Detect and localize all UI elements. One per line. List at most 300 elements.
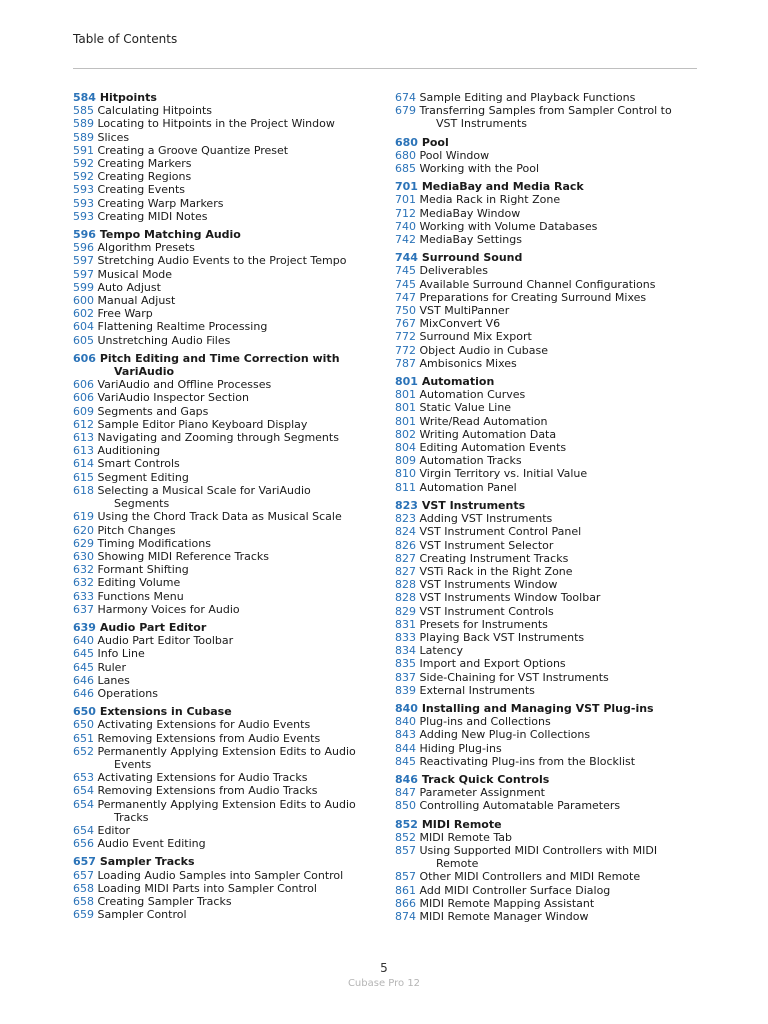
- toc-entry-title-continued[interactable]: Segments: [114, 497, 170, 511]
- toc-entry-title[interactable]: Editor: [97, 823, 131, 837]
- toc-entry-title[interactable]: Removing Extensions from Audio Events: [97, 731, 321, 745]
- toc-entry[interactable]: [395, 755, 725, 768]
- toc-entry[interactable]: [395, 552, 725, 565]
- toc-page-number[interactable]: 593: [73, 183, 94, 197]
- toc-entry-title[interactable]: Sampler Control: [97, 908, 187, 922]
- toc-page-number[interactable]: 609: [73, 404, 94, 418]
- toc-entry[interactable]: [73, 254, 373, 267]
- toc-entry-title[interactable]: Creating Instrument Tracks: [419, 551, 569, 565]
- toc-chapter-entry[interactable]: [395, 773, 725, 786]
- toc-entry[interactable]: [395, 671, 725, 684]
- toc-entry-title[interactable]: Segments and Gaps: [97, 404, 209, 418]
- toc-page-number[interactable]: 835: [395, 657, 416, 671]
- toc-entry[interactable]: [73, 117, 373, 130]
- toc-entry[interactable]: [395, 149, 725, 162]
- toc-entry-title[interactable]: Segment Editing: [97, 470, 189, 484]
- toc-entry[interactable]: [73, 484, 373, 510]
- toc-entry-title[interactable]: Tempo Matching Audio: [99, 228, 241, 242]
- toc-chapter-entry[interactable]: [73, 855, 373, 868]
- toc-entry-title[interactable]: MIDI Remote Manager Window: [419, 909, 589, 923]
- toc-entry[interactable]: [395, 220, 725, 233]
- toc-entry-title[interactable]: VariAudio and Offline Processes: [97, 378, 272, 392]
- toc-entry[interactable]: [73, 824, 373, 837]
- toc-page-number[interactable]: 630: [73, 549, 94, 563]
- toc-page-number[interactable]: 633: [73, 589, 94, 603]
- toc-entry-title[interactable]: Playing Back VST Instruments: [419, 630, 585, 644]
- toc-entry-title[interactable]: Creating a Groove Quantize Preset: [97, 143, 289, 157]
- toc-page-number[interactable]: 613: [73, 444, 94, 458]
- toc-page-number[interactable]: 844: [395, 741, 416, 755]
- toc-entry-title[interactable]: Automation Curves: [419, 388, 526, 402]
- toc-entry-title[interactable]: Adding VST Instruments: [419, 512, 553, 526]
- toc-entry[interactable]: [395, 578, 725, 591]
- toc-page-number[interactable]: 659: [73, 908, 94, 922]
- toc-entry-title[interactable]: Creating MIDI Notes: [97, 209, 208, 223]
- toc-page-number[interactable]: 593: [73, 209, 94, 223]
- toc-page-number[interactable]: 619: [73, 510, 94, 524]
- toc-page-number[interactable]: 657: [73, 868, 94, 882]
- toc-chapter-entry[interactable]: [395, 702, 725, 715]
- toc-entry-title[interactable]: Selecting a Musical Scale for VariAudio: [97, 483, 311, 497]
- toc-entry-title[interactable]: Free Warp: [97, 307, 153, 321]
- toc-entry-title[interactable]: VST Instruments Window: [419, 578, 558, 592]
- toc-page-number[interactable]: 596: [73, 228, 96, 242]
- toc-entry[interactable]: [395, 539, 725, 552]
- toc-entry-title[interactable]: Activating Extensions for Audio Tracks: [97, 771, 308, 785]
- toc-entry[interactable]: [395, 441, 725, 454]
- toc-entry[interactable]: [73, 444, 373, 457]
- toc-entry-title[interactable]: Object Audio in Cubase: [419, 343, 548, 357]
- toc-page-number[interactable]: 787: [395, 356, 416, 370]
- toc-page-number[interactable]: 852: [395, 830, 416, 844]
- toc-page-number[interactable]: 679: [395, 104, 416, 118]
- toc-page-number[interactable]: 652: [73, 744, 94, 758]
- toc-entry[interactable]: [73, 210, 373, 223]
- toc-entry-title[interactable]: Using the Chord Track Data as Musical Scale: [97, 510, 342, 524]
- toc-entry-title[interactable]: Auto Adjust: [97, 280, 161, 294]
- toc-page-number[interactable]: 740: [395, 219, 416, 233]
- toc-entry[interactable]: [73, 418, 373, 431]
- toc-entry[interactable]: [395, 207, 725, 220]
- toc-entry-title[interactable]: Working with the Pool: [419, 162, 540, 176]
- toc-page-number[interactable]: 840: [395, 715, 416, 729]
- toc-entry-title[interactable]: Preparations for Creating Surround Mixes: [419, 290, 647, 304]
- toc-entry[interactable]: [395, 525, 725, 538]
- toc-page-number[interactable]: 861: [395, 883, 416, 897]
- toc-entry-title[interactable]: Permanently Applying Extension Edits to Audio: [97, 744, 356, 758]
- toc-entry-title[interactable]: MixConvert V6: [419, 317, 501, 331]
- toc-entry-title[interactable]: Deliverables: [419, 264, 488, 278]
- toc-page-number[interactable]: 839: [395, 683, 416, 697]
- toc-entry-title-continued[interactable]: Events: [114, 757, 152, 771]
- toc-entry[interactable]: [73, 718, 373, 731]
- toc-page-number[interactable]: 592: [73, 170, 94, 184]
- toc-entry[interactable]: [395, 831, 725, 844]
- toc-page-number[interactable]: 585: [73, 104, 94, 118]
- toc-page-number[interactable]: 874: [395, 909, 416, 923]
- toc-entry-title[interactable]: Creating Markers: [97, 157, 192, 171]
- toc-entry-title[interactable]: Creating Events: [97, 183, 186, 197]
- toc-page-number[interactable]: 658: [73, 881, 94, 895]
- toc-entry-title[interactable]: MIDI Remote: [421, 817, 502, 831]
- toc-entry-title[interactable]: Creating Sampler Tracks: [97, 894, 232, 908]
- toc-page-number[interactable]: 804: [395, 441, 416, 455]
- toc-page-number[interactable]: 654: [73, 797, 94, 811]
- toc-entry-title[interactable]: Other MIDI Controllers and MIDI Remote: [419, 870, 641, 884]
- toc-entry-title[interactable]: Operations: [97, 686, 158, 700]
- toc-chapter-entry[interactable]: [73, 352, 373, 378]
- toc-chapter-entry[interactable]: [73, 228, 373, 241]
- toc-entry-title[interactable]: Editing Automation Events: [419, 441, 567, 455]
- toc-entry[interactable]: [73, 869, 373, 882]
- toc-entry[interactable]: [395, 631, 725, 644]
- toc-entry[interactable]: [73, 157, 373, 170]
- toc-entry-title[interactable]: Auditioning: [97, 444, 161, 458]
- toc-entry-title[interactable]: Timing Modifications: [97, 536, 211, 550]
- toc-entry-title[interactable]: Creating Regions: [97, 170, 192, 184]
- toc-entry-title[interactable]: Ruler: [97, 660, 126, 674]
- toc-page-number[interactable]: 654: [73, 823, 94, 837]
- toc-chapter-entry[interactable]: [395, 818, 725, 831]
- toc-entry[interactable]: [395, 684, 725, 697]
- toc-entry-title[interactable]: Write/Read Automation: [419, 414, 548, 428]
- toc-entry[interactable]: [73, 550, 373, 563]
- toc-page-number[interactable]: 767: [395, 317, 416, 331]
- toc-page-number[interactable]: 600: [73, 294, 94, 308]
- toc-entry-title[interactable]: Smart Controls: [97, 457, 180, 471]
- toc-chapter-entry[interactable]: [395, 180, 725, 193]
- toc-entry-title[interactable]: Working with Volume Databases: [419, 219, 598, 233]
- toc-page-number[interactable]: 802: [395, 427, 416, 441]
- toc-entry[interactable]: [395, 870, 725, 883]
- toc-chapter-entry[interactable]: [395, 136, 725, 149]
- toc-entry-title[interactable]: Functions Menu: [97, 589, 184, 603]
- toc-entry[interactable]: [73, 784, 373, 797]
- toc-entry[interactable]: [395, 233, 725, 246]
- toc-chapter-entry[interactable]: [395, 251, 725, 264]
- toc-entry-title[interactable]: Stretching Audio Events to the Project Tempo: [97, 254, 347, 268]
- toc-entry[interactable]: [73, 471, 373, 484]
- toc-entry-title[interactable]: Controlling Automatable Parameters: [419, 799, 621, 813]
- toc-page-number[interactable]: 772: [395, 343, 416, 357]
- toc-entry[interactable]: [73, 634, 373, 647]
- toc-entry[interactable]: [73, 405, 373, 418]
- toc-page-number[interactable]: 596: [73, 241, 94, 255]
- toc-entry-title-continued[interactable]: VST Instruments: [436, 117, 527, 131]
- toc-page-number[interactable]: 589: [73, 117, 94, 131]
- toc-entry-title[interactable]: Available Surround Channel Configurations: [419, 277, 656, 291]
- toc-page-number[interactable]: 654: [73, 784, 94, 798]
- toc-page-number[interactable]: 597: [73, 267, 94, 281]
- toc-page-number[interactable]: 772: [395, 330, 416, 344]
- toc-entry[interactable]: [73, 882, 373, 895]
- toc-entry[interactable]: [395, 481, 725, 494]
- toc-entry[interactable]: [73, 674, 373, 687]
- toc-entry[interactable]: [73, 732, 373, 745]
- toc-page-number[interactable]: 847: [395, 786, 416, 800]
- toc-entry-title[interactable]: VST Instrument Control Panel: [419, 525, 582, 539]
- toc-entry-title[interactable]: Unstretching Audio Files: [97, 333, 231, 347]
- toc-page-number[interactable]: 606: [73, 351, 96, 365]
- toc-page-number[interactable]: 637: [73, 602, 94, 616]
- toc-entry-title[interactable]: Extensions in Cubase: [99, 705, 232, 719]
- toc-entry-title[interactable]: Locating to Hitpoints in the Project Window: [97, 117, 335, 131]
- toc-page-number[interactable]: 801: [395, 401, 416, 415]
- toc-entry[interactable]: [395, 644, 725, 657]
- toc-page-number[interactable]: 646: [73, 686, 94, 700]
- toc-page-number[interactable]: 645: [73, 647, 94, 661]
- toc-entry[interactable]: [73, 131, 373, 144]
- toc-entry-title[interactable]: Adding New Plug-in Collections: [419, 728, 591, 742]
- toc-entry-title[interactable]: Permanently Applying Extension Edits to Audio: [97, 797, 356, 811]
- toc-entry[interactable]: [73, 104, 373, 117]
- toc-entry-title[interactable]: VST Instrument Selector: [419, 538, 554, 552]
- toc-page-number[interactable]: 680: [395, 135, 418, 149]
- toc-chapter-entry[interactable]: [395, 499, 725, 512]
- toc-entry-title[interactable]: Plug-ins and Collections: [419, 715, 551, 729]
- toc-page-number[interactable]: 605: [73, 333, 94, 347]
- toc-entry-title[interactable]: VST MultiPanner: [419, 304, 510, 318]
- toc-entry-title[interactable]: Lanes: [97, 673, 130, 687]
- toc-page-number[interactable]: 846: [395, 772, 418, 786]
- toc-page-number[interactable]: 801: [395, 388, 416, 402]
- toc-entry[interactable]: [395, 605, 725, 618]
- toc-page-number[interactable]: 620: [73, 523, 94, 537]
- toc-page-number[interactable]: 742: [395, 233, 416, 247]
- toc-page-number[interactable]: 639: [73, 620, 96, 634]
- toc-page-number[interactable]: 657: [73, 855, 96, 869]
- toc-entry-title[interactable]: VSTi Rack in the Right Zone: [419, 564, 573, 578]
- toc-entry-title[interactable]: Sample Editing and Playback Functions: [419, 91, 636, 104]
- toc-page-number[interactable]: 650: [73, 718, 94, 732]
- toc-page-number[interactable]: 852: [395, 817, 418, 831]
- toc-entry-title[interactable]: Manual Adjust: [97, 294, 176, 308]
- toc-entry[interactable]: [395, 104, 725, 130]
- toc-entry-title[interactable]: Installing and Managing VST Plug-ins: [421, 701, 654, 715]
- toc-page-number[interactable]: 811: [395, 480, 416, 494]
- toc-page-number[interactable]: 618: [73, 483, 94, 497]
- toc-entry[interactable]: [395, 264, 725, 277]
- toc-page-number[interactable]: 831: [395, 617, 416, 631]
- toc-entry[interactable]: [395, 512, 725, 525]
- toc-entry-title-continued[interactable]: VariAudio: [114, 365, 175, 379]
- toc-entry[interactable]: [73, 563, 373, 576]
- toc-entry[interactable]: [73, 837, 373, 850]
- toc-entry[interactable]: [395, 330, 725, 343]
- toc-entry[interactable]: [73, 241, 373, 254]
- toc-page-number[interactable]: 828: [395, 591, 416, 605]
- toc-entry[interactable]: [73, 647, 373, 660]
- toc-entry[interactable]: [73, 771, 373, 784]
- toc-entry-title[interactable]: MediaBay Window: [419, 206, 521, 220]
- toc-entry[interactable]: [395, 91, 725, 104]
- toc-entry-title[interactable]: Loading Audio Samples into Sampler Control: [97, 868, 344, 882]
- toc-entry[interactable]: [73, 687, 373, 700]
- toc-page-number[interactable]: 597: [73, 254, 94, 268]
- toc-page-number[interactable]: 613: [73, 431, 94, 445]
- toc-entry[interactable]: [395, 193, 725, 206]
- toc-entry[interactable]: [73, 510, 373, 523]
- toc-entry-title[interactable]: Using Supported MIDI Controllers with MIDI: [419, 843, 658, 857]
- toc-entry[interactable]: [73, 320, 373, 333]
- toc-entry[interactable]: [73, 170, 373, 183]
- toc-entry[interactable]: [73, 294, 373, 307]
- toc-page-number[interactable]: 845: [395, 754, 416, 768]
- toc-entry-title[interactable]: Add MIDI Controller Surface Dialog: [419, 883, 611, 897]
- toc-entry[interactable]: [73, 603, 373, 616]
- toc-entry-title[interactable]: Pool: [421, 135, 449, 149]
- toc-entry-title[interactable]: Track Quick Controls: [421, 772, 550, 786]
- toc-page-number[interactable]: 744: [395, 251, 418, 265]
- toc-page-number[interactable]: 828: [395, 578, 416, 592]
- toc-entry[interactable]: [73, 661, 373, 674]
- toc-page-number[interactable]: 653: [73, 771, 94, 785]
- toc-entry[interactable]: [395, 428, 725, 441]
- toc-entry[interactable]: [73, 524, 373, 537]
- toc-page-number[interactable]: 612: [73, 417, 94, 431]
- toc-entry[interactable]: [395, 162, 725, 175]
- toc-entry-title[interactable]: Reactivating Plug-ins from the Blocklist: [419, 754, 636, 768]
- toc-entry-title-continued[interactable]: Remote: [436, 857, 479, 871]
- toc-entry[interactable]: [73, 268, 373, 281]
- toc-entry-title[interactable]: Automation: [421, 375, 495, 389]
- toc-entry[interactable]: [395, 388, 725, 401]
- toc-page-number[interactable]: 857: [395, 843, 416, 857]
- toc-page-number[interactable]: 826: [395, 538, 416, 552]
- toc-page-number[interactable]: 685: [395, 162, 416, 176]
- toc-page-number[interactable]: 629: [73, 536, 94, 550]
- toc-page-number[interactable]: 651: [73, 731, 94, 745]
- toc-page-number[interactable]: 701: [395, 193, 416, 207]
- toc-page-number[interactable]: 866: [395, 896, 416, 910]
- toc-entry-title[interactable]: Latency: [419, 644, 463, 658]
- toc-entry[interactable]: [395, 344, 725, 357]
- toc-page-number[interactable]: 834: [395, 644, 416, 658]
- toc-entry-title[interactable]: Flattening Realtime Processing: [97, 320, 268, 334]
- toc-entry-title[interactable]: VST Instruments Window Toolbar: [419, 591, 601, 605]
- toc-entry[interactable]: [73, 144, 373, 157]
- toc-page-number[interactable]: 656: [73, 837, 94, 851]
- toc-entry[interactable]: [73, 281, 373, 294]
- toc-entry-title[interactable]: Transferring Samples from Sampler Control to: [419, 104, 672, 118]
- toc-entry-title[interactable]: MediaBay Settings: [419, 233, 522, 247]
- toc-entry[interactable]: [395, 897, 725, 910]
- toc-page-number[interactable]: 604: [73, 320, 94, 334]
- toc-entry[interactable]: [395, 884, 725, 897]
- toc-entry[interactable]: [395, 715, 725, 728]
- toc-entry-title[interactable]: Ambisonics Mixes: [419, 356, 517, 370]
- toc-entry[interactable]: [73, 908, 373, 921]
- toc-chapter-entry[interactable]: [73, 621, 373, 634]
- toc-page-number[interactable]: 640: [73, 634, 94, 648]
- toc-entry-title[interactable]: Side-Chaining for VST Instruments: [419, 670, 609, 684]
- toc-entry-title[interactable]: Removing Extensions from Audio Tracks: [97, 784, 318, 798]
- toc-page-number[interactable]: 584: [73, 91, 96, 104]
- toc-page-number[interactable]: 658: [73, 894, 94, 908]
- toc-page-number[interactable]: 829: [395, 604, 416, 618]
- toc-entry[interactable]: [395, 401, 725, 414]
- toc-entry[interactable]: [395, 454, 725, 467]
- toc-page-number[interactable]: 827: [395, 564, 416, 578]
- toc-entry-title-continued[interactable]: Tracks: [114, 810, 149, 824]
- toc-entry[interactable]: [395, 844, 725, 870]
- toc-entry-title[interactable]: Formant Shifting: [97, 563, 189, 577]
- toc-entry-title[interactable]: Editing Volume: [97, 576, 181, 590]
- toc-page-number[interactable]: 801: [395, 375, 418, 389]
- toc-entry[interactable]: [395, 786, 725, 799]
- toc-page-number[interactable]: 750: [395, 304, 416, 318]
- toc-page-number[interactable]: 602: [73, 307, 94, 321]
- toc-entry[interactable]: [73, 457, 373, 470]
- toc-page-number[interactable]: 837: [395, 670, 416, 684]
- toc-page-number[interactable]: 745: [395, 264, 416, 278]
- toc-page-number[interactable]: 632: [73, 576, 94, 590]
- toc-entry[interactable]: [395, 799, 725, 812]
- toc-entry-title[interactable]: Presets for Instruments: [419, 617, 548, 631]
- toc-page-number[interactable]: 857: [395, 870, 416, 884]
- toc-page-number[interactable]: 680: [395, 148, 416, 162]
- toc-entry[interactable]: [395, 357, 725, 370]
- toc-entry[interactable]: [73, 895, 373, 908]
- toc-entry-title[interactable]: Pitch Editing and Time Correction with: [99, 351, 340, 365]
- toc-entry-title[interactable]: MIDI Remote Mapping Assistant: [419, 896, 595, 910]
- toc-page-number[interactable]: 840: [395, 701, 418, 715]
- toc-entry[interactable]: [73, 537, 373, 550]
- toc-entry-title[interactable]: External Instruments: [419, 683, 535, 697]
- toc-entry[interactable]: [395, 304, 725, 317]
- toc-entry-title[interactable]: Creating Warp Markers: [97, 196, 224, 210]
- toc-entry-title[interactable]: Harmony Voices for Audio: [97, 602, 240, 616]
- toc-entry[interactable]: [395, 728, 725, 741]
- toc-entry[interactable]: [73, 798, 373, 824]
- toc-page-number[interactable]: 823: [395, 512, 416, 526]
- toc-entry[interactable]: [73, 307, 373, 320]
- toc-entry[interactable]: [395, 618, 725, 631]
- toc-entry-title[interactable]: Static Value Line: [419, 401, 512, 415]
- toc-page-number[interactable]: 592: [73, 157, 94, 171]
- toc-page-number[interactable]: 646: [73, 673, 94, 687]
- toc-page-number[interactable]: 843: [395, 728, 416, 742]
- toc-page-number[interactable]: 650: [73, 705, 96, 719]
- toc-entry-title[interactable]: MIDI Remote Tab: [419, 830, 513, 844]
- toc-page-number[interactable]: 745: [395, 277, 416, 291]
- toc-page-number[interactable]: 712: [395, 206, 416, 220]
- toc-entry-title[interactable]: Algorithm Presets: [97, 241, 195, 255]
- toc-entry-title[interactable]: Media Rack in Right Zone: [419, 193, 561, 207]
- toc-page-number[interactable]: 801: [395, 414, 416, 428]
- toc-entry-title[interactable]: Pitch Changes: [97, 523, 176, 537]
- toc-page-number[interactable]: 833: [395, 630, 416, 644]
- toc-entry[interactable]: [395, 317, 725, 330]
- toc-entry-title[interactable]: Activating Extensions for Audio Events: [97, 718, 311, 732]
- toc-entry[interactable]: [73, 431, 373, 444]
- toc-entry-title[interactable]: VariAudio Inspector Section: [97, 391, 249, 405]
- toc-entry[interactable]: [395, 467, 725, 480]
- toc-entry-title[interactable]: Automation Tracks: [419, 454, 522, 468]
- toc-entry-title[interactable]: Import and Export Options: [419, 657, 566, 671]
- toc-entry-title[interactable]: Info Line: [97, 647, 145, 661]
- toc-entry-title[interactable]: VST Instruments: [421, 498, 526, 512]
- toc-entry[interactable]: [395, 742, 725, 755]
- toc-entry-title[interactable]: Sampler Tracks: [99, 855, 195, 869]
- toc-page-number[interactable]: 809: [395, 454, 416, 468]
- toc-entry-title[interactable]: Audio Event Editing: [97, 837, 206, 851]
- toc-entry[interactable]: [73, 391, 373, 404]
- toc-page-number[interactable]: 599: [73, 280, 94, 294]
- toc-entry-title[interactable]: Sample Editor Piano Keyboard Display: [97, 417, 308, 431]
- toc-page-number[interactable]: 674: [395, 91, 416, 104]
- toc-entry[interactable]: [73, 197, 373, 210]
